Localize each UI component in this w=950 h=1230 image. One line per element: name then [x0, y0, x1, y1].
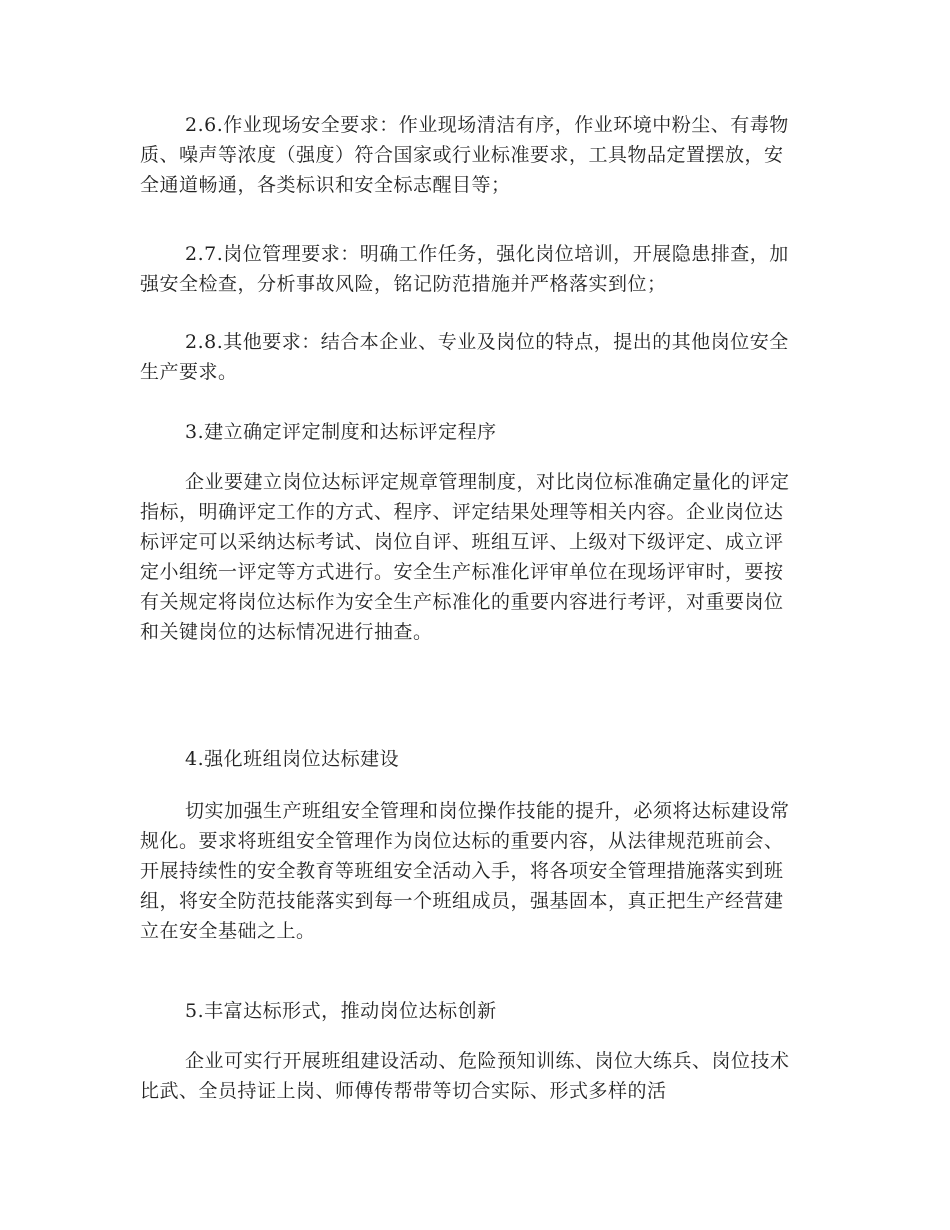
section-heading-4: 4.强化班组岗位达标建设 — [185, 748, 400, 770]
paragraph-section-3-body: 企业要建立岗位达标评定规章管理制度，对比岗位标准确定量化的评定指标，明确评定工作的方式、程序、评定结果处理等相关内容。企业岗位达标评定可以采纳达标考试、岗位自评、班组互评、上级对下级评定、成立评定小组统一评定等方式进行。安全生产标准化评审单位在现场评审时，要按有关规定将岗位达标作为安全生产标准化的重要内容进行考评，对重要岗位和关键岗位的达标情况进行抽查。 — [140, 471, 790, 643]
paragraph-2-7: 2.7.岗位管理要求：明确工作任务，强化岗位培训，开展隐患排查，加强安全检查，分析事故风险，铭记防范措施并严格落实到位； — [140, 243, 789, 295]
paragraph-2-6: 2.6.作业现场安全要求：作业现场清洁有序，作业环境中粉尘、有毒物质、噪声等浓度（强度）符合国家或行业标准要求，工具物品定置摆放，安全通道畅通，各类标识和安全标志醒目等； — [140, 114, 789, 196]
section-heading-5: 5.丰富达标形式，推动岗位达标创新 — [185, 1000, 497, 1022]
paragraph-2-8: 2.8.其他要求：结合本企业、专业及岗位的特点，提出的其他岗位安全生产要求。 — [140, 331, 789, 383]
section-heading-3: 3.建立确定评定制度和达标评定程序 — [185, 421, 497, 443]
paragraph-section-4-body: 切实加强生产班组安全管理和岗位操作技能的提升，必须将达标建设常规化。要求将班组安全管理作为岗位达标的重要内容，从法律规范班前会、开展持续性的安全教育等班组安全活动入手，将各项安全管理措施落实到班组，将安全防范技能落实到每一个班组成员，强基固本，真正把生产经营建立在安全基础之上。 — [140, 800, 790, 942]
paragraph-section-5-body: 企业可实行开展班组建设活动、危险预知训练、岗位大练兵、岗位技术比武、全员持证上岗、师傅传帮带等切合实际、形式多样的活 — [140, 1050, 790, 1102]
